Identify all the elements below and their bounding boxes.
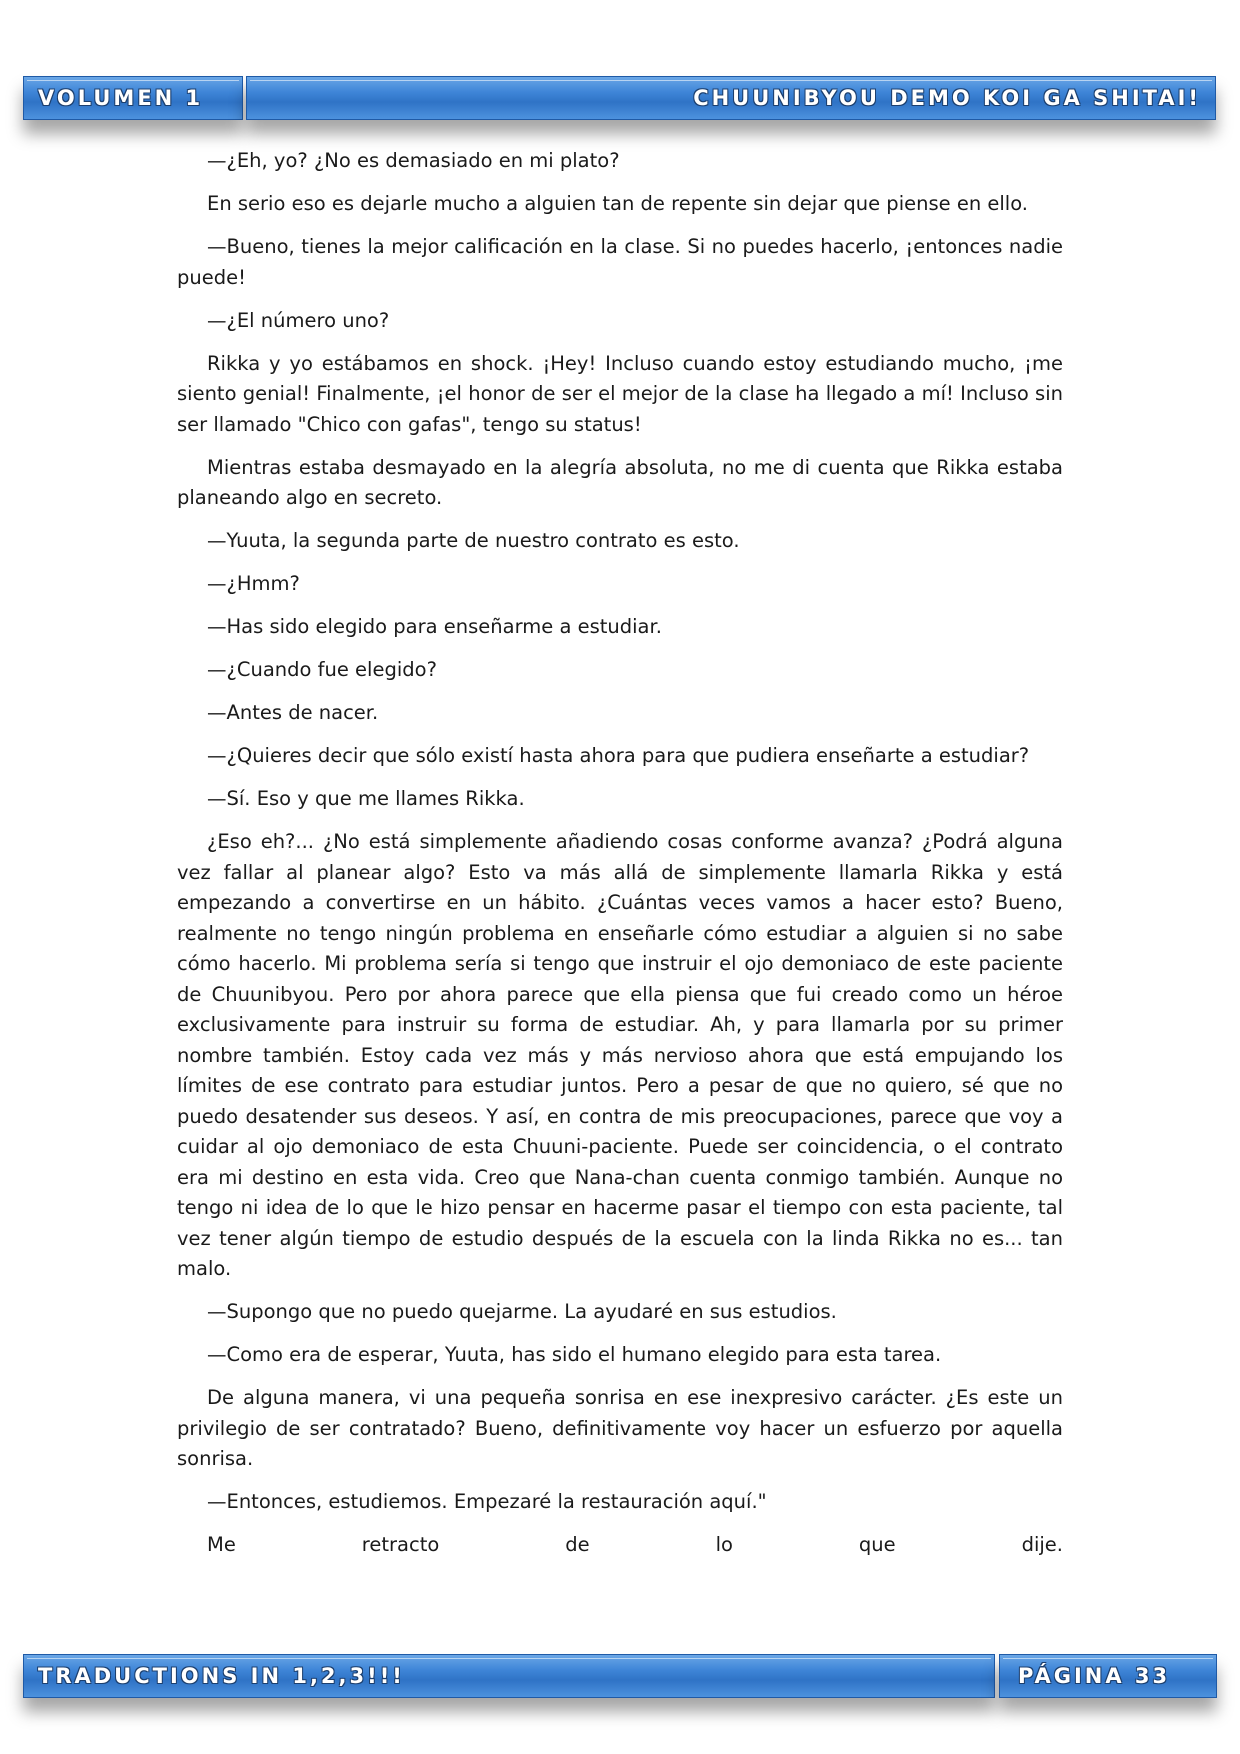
header-volume-band <box>23 76 243 120</box>
paragraph: ¿Eso eh?... ¿No está simplemente añadiendo cosas conforme avanza? ¿Podrá alguna vez fallar al planear algo? Esto va más allá de simplemente llamarla Rikka y está empezando a convertirse en un hábito. ¿Cuántas veces vamos a hacer esto? Bueno, realmente no tengo ningún problema en enseñarle cómo estudiar a alguien si no sabe cómo hacerlo. Mi problema sería si tengo que instruir el ojo demoniaco de este paciente de Chuunibyou. Pero por ahora parece que ella piensa que fui creado como un héroe exclusivamente para instruir su forma de estudiar. Ah, y para llamarla por su primer nombre también. Estoy cada vez más y más nervioso ahora que está empujando los límites de ese contrato para estudiar juntos. Pero a pesar de que no quiero, sé que no puedo desatender sus deseos. Y así, en contra de mis preocupaciones, parece que voy a cuidar al ojo demoniaco de esta Chuuni-paciente. Puede ser coincidencia, o el contrato era mi destino en esta vida. Creo que Nana-chan cuenta conmigo también. Aunque no tengo ni idea de lo que le hizo pensar en hacerme pasar el tiempo con esta paciente, tal vez tener algún tiempo de estudio después de la escuela con la linda Rikka no es... tan malo. <box>177 830 1063 1280</box>
paragraph: Me retracto de lo que dije. <box>207 1533 1063 1556</box>
paragraph: Rikka y yo estábamos en shock. ¡Hey! Incluso cuando estoy estudiando mucho, ¡me siento genial! Finalmente, ¡el honor de ser el mejor de la clase ha llegado a mí! Incluso sin ser llamado "Chico con gafas", tengo su status! <box>177 351 1063 436</box>
paragraph: —Antes de nacer. <box>207 701 379 724</box>
paragraph: —¿Hmm? <box>207 572 300 595</box>
paragraph: —Yuuta, la segunda parte de nuestro contrato es esto. <box>207 529 740 552</box>
header-title-label: CHUUNIBYOU DEMO KOI GA SHITAI! <box>693 86 1201 110</box>
page-body <box>177 146 1063 1573</box>
footer-credit-band <box>23 1654 995 1698</box>
paragraph: En serio eso es dejarle mucho a alguien tan de repente sin dejar que piense en ello. <box>207 192 1028 215</box>
paragraph: —¿Cuando fue elegido? <box>207 658 437 681</box>
paragraph: —Sí. Eso y que me llames Rikka. <box>207 787 525 810</box>
page-number: PÁGINA 33 <box>1018 1664 1171 1688</box>
paragraph: —¿El número uno? <box>207 308 390 332</box>
footer-credit-label: TRADUCTIONS IN 1,2,3!!! <box>38 1664 405 1688</box>
paragraph: —Bueno, tienes la mejor calificación en la clase. Si no puedes hacerlo, ¡entonces nadie puede! <box>177 235 1063 289</box>
paragraph: De alguna manera, vi una pequeña sonrisa en ese inexpresivo carácter. ¿Es este un privilegio de ser contratado? Bueno, definitivamente voy hacer un esfuerzo por aquella sonrisa. <box>177 1386 1063 1470</box>
paragraph: —Supongo que no puedo quejarme. La ayudaré en sus estudios. <box>207 1300 837 1323</box>
footer-page-band <box>999 1654 1217 1698</box>
paragraph: —¿Eh, yo? ¿No es demasiado en mi plato? <box>207 149 620 172</box>
paragraph: —Entonces, estudiemos. Empezaré la restauración aquí." <box>207 1490 767 1513</box>
header-title-band <box>246 76 1216 120</box>
header-volume-label: VOLUMEN 1 <box>38 86 204 110</box>
paragraph: —Has sido elegido para enseñarme a estudiar. <box>207 615 662 638</box>
paragraph: —¿Quieres decir que sólo existí hasta ahora para que pudiera enseñarte a estudiar? <box>207 744 1030 767</box>
paragraph: —Como era de esperar, Yuuta, has sido el humano elegido para esta tarea. <box>207 1343 942 1366</box>
paragraph: Mientras estaba desmayado en la alegría absoluta, no me di cuenta que Rikka estaba planeando algo en secreto. <box>177 455 1063 509</box>
